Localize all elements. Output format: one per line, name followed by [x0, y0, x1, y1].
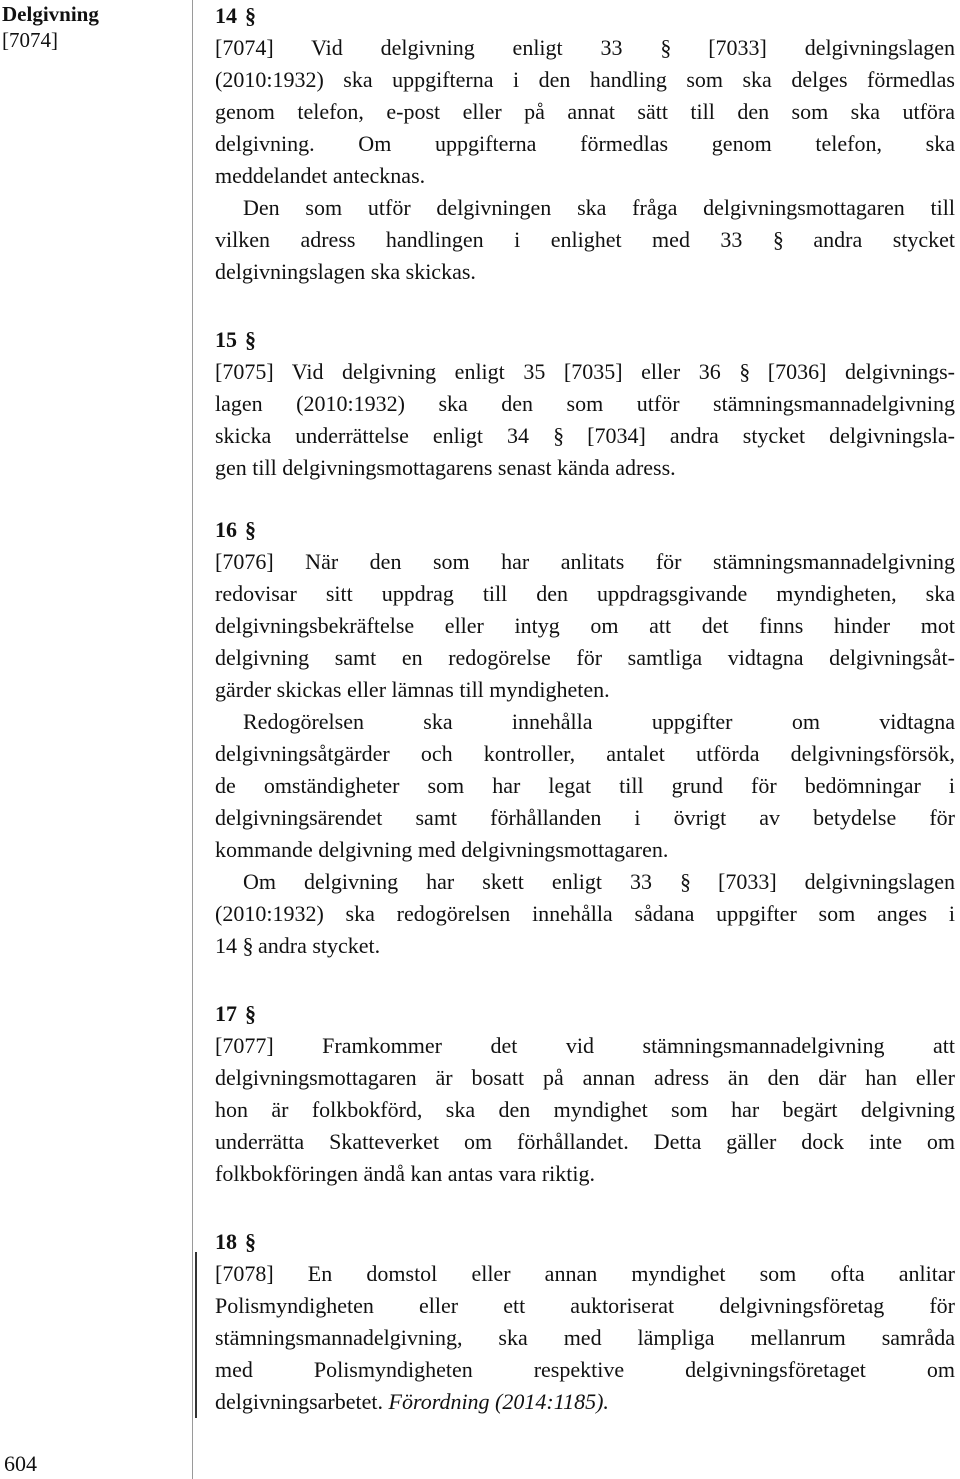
text-line: vilken adress handlingen i enlighet med 33 § andra stycket	[215, 224, 955, 256]
page-number: 604	[4, 1451, 37, 1476]
section-sign-icon: §	[739, 359, 751, 384]
text-line: de omständigheter som har legat till grund för bedömningar i	[215, 773, 955, 798]
text-line: delgivningsmottagaren är bosatt på annan adress än den där han eller	[215, 1065, 955, 1090]
text-line: genom telefon, e-post eller på annat sätt till den som ska utföra	[215, 99, 955, 124]
text-line: 14 § andra stycket.	[215, 930, 955, 962]
text-line: Om delgivning har skett enligt 33 § [7033] delgivningslagen	[215, 866, 955, 898]
section-heading	[215, 514, 955, 546]
text-line: med Polismyndigheten respektive delgivningsföretaget om	[215, 1357, 955, 1382]
text-line: delgivningslagen ska skickas.	[215, 259, 476, 284]
text-line: gärder skickas eller lämnas till myndigheten.	[215, 677, 610, 702]
text-line: kommande delgivning med delgivningsmottagaren.	[215, 837, 669, 862]
margin-topic-title: Delgivning	[2, 2, 99, 26]
section-sign-icon: §	[245, 3, 256, 28]
text-line: Den som utför delgivningen ska fråga delgivningsmottagaren till	[243, 195, 955, 220]
text-line: [7076] När den som har anlitats för stämningsmannadelgivning	[215, 549, 955, 574]
section-18	[215, 1226, 955, 1418]
text-line: delgivningsåtgärder och kontroller, antalet utförda delgivningsförsök,	[215, 741, 955, 766]
section-sign-icon: §	[553, 423, 565, 448]
section-17	[215, 998, 955, 1190]
section-heading	[215, 0, 955, 32]
text-line: delgivning. Om uppgifterna förmedlas genom telefon, ska	[215, 131, 955, 156]
text-line: stämningsmannadelgivning, ska med lämpliga mellanrum samråda	[215, 1325, 955, 1350]
margin-column	[0, 0, 193, 1479]
section-sign-icon: §	[242, 933, 254, 958]
text-line: lagen (2010:1932) ska den som utför stämningsmannadelgivning	[215, 391, 955, 416]
text-line-body: delgivningsarbetet.	[215, 1389, 384, 1414]
section-16	[215, 514, 955, 962]
section-sign-icon: §	[772, 227, 784, 252]
section-sign-icon: §	[245, 1229, 256, 1254]
text-line: gen till delgivningsmottagarens senast kända adress.	[215, 455, 676, 480]
text-line: delgivningsbekräftelse eller intyg om att det finns hinder mot	[215, 613, 955, 638]
text-line	[215, 1386, 955, 1418]
text-line: Redogörelsen ska innehålla uppgifter om vidtagna	[243, 709, 955, 734]
text-line: delgivning samt en redogörelse för samtliga vidtagna delgivningsåt-	[215, 645, 955, 670]
text-line: Polismyndigheten eller ett auktoriserat delgivningsföretag för	[215, 1293, 955, 1318]
citation: Förordning (2014:1185).	[388, 1389, 609, 1414]
section-number: 18	[215, 1229, 237, 1254]
section-15	[215, 324, 955, 484]
text-line: hon är folkbokförd, ska den myndighet som har begärt delgivning	[215, 1097, 955, 1122]
section-number: 15	[215, 327, 237, 352]
section-number: 16	[215, 517, 237, 542]
section-heading	[215, 324, 955, 356]
section-number: 14	[215, 3, 237, 28]
section-sign-icon: §	[245, 1001, 256, 1026]
text-line: [7074] Vid delgivning enligt 33 § [7033] delgivningslagen	[215, 32, 955, 64]
text-line: skicka underrättelse enligt 34 § [7034] andra stycket delgivningsla-	[215, 420, 955, 452]
section-sign-icon: §	[679, 869, 691, 894]
section-heading	[215, 1226, 955, 1258]
section-14	[215, 0, 955, 288]
section-sign-icon: §	[245, 517, 256, 542]
text-line: (2010:1932) ska redogörelsen innehålla sådana uppgifter som anges i	[215, 901, 955, 926]
margin-topic	[2, 1, 99, 53]
section-number: 17	[215, 1001, 237, 1026]
amendment-bar	[195, 1252, 197, 1418]
margin-topic-ref: [7074]	[2, 28, 58, 52]
text-line: [7077] Framkommer det vid stämningsmannadelgivning att	[215, 1033, 955, 1058]
text-line: redovisar sitt uppdrag till den uppdragsgivande myndigheten, ska	[215, 581, 955, 606]
section-sign-icon: §	[245, 327, 256, 352]
section-heading	[215, 998, 955, 1030]
text-line: delgivningsärendet samt förhållanden i övrigt av betydelse för	[215, 805, 955, 830]
document-body	[215, 0, 956, 1414]
text-line: [7078] En domstol eller annan myndighet som ofta anlitar	[215, 1261, 955, 1286]
text-line: underrätta Skatteverket om förhållandet. Detta gäller dock inte om	[215, 1129, 955, 1154]
text-line: meddelandet antecknas.	[215, 163, 426, 188]
text-line: folkbokföringen ändå kan antas vara riktig.	[215, 1161, 595, 1186]
text-line: (2010:1932) ska uppgifterna i den handling som ska delges förmedlas	[215, 67, 955, 92]
section-sign-icon: §	[660, 35, 672, 60]
text-line: [7075] Vid delgivning enligt 35 [7035] eller 36 § [7036] delgivnings-	[215, 356, 955, 388]
